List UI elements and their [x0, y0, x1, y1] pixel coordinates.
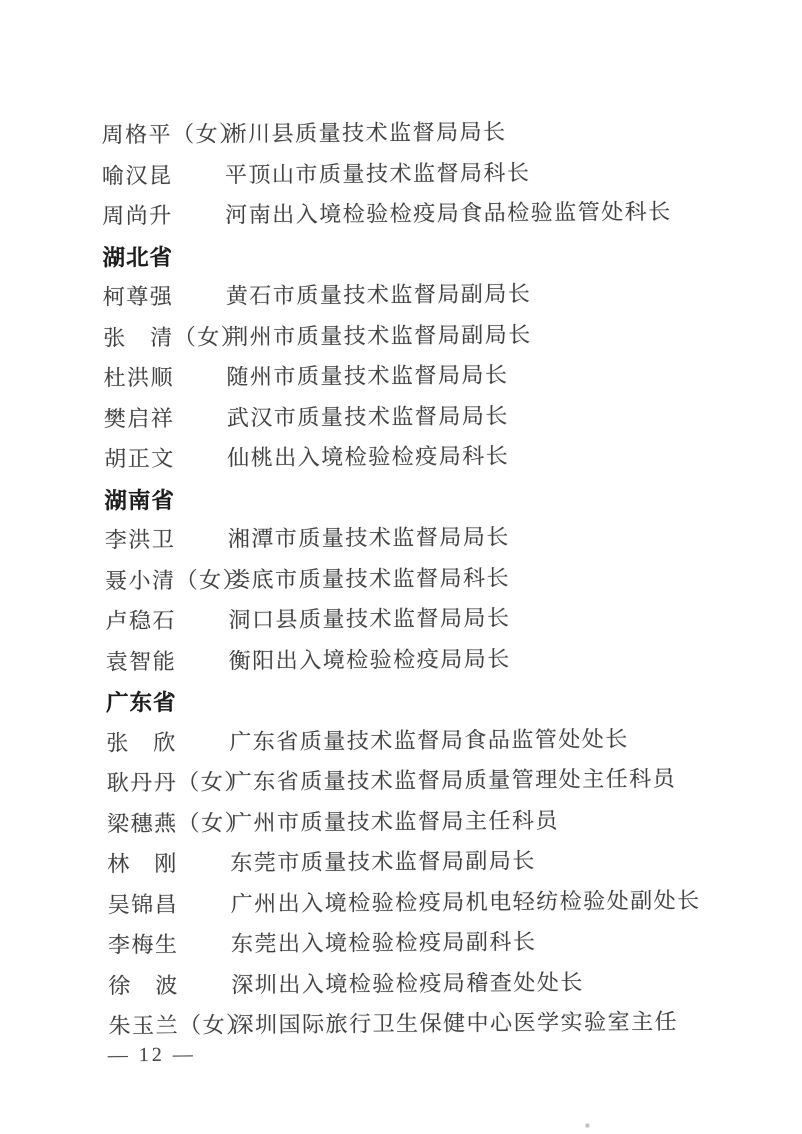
person-name: 聂小清（女） — [104, 566, 247, 593]
person-title: 广东省质量技术监督局食品监管处处长 — [229, 725, 629, 754]
person-name: 李洪卫 — [104, 526, 176, 553]
roster-row — [105, 519, 715, 564]
roster-row — [103, 357, 713, 402]
person-title: 荆州市质量技术监督局副局长 — [226, 321, 532, 349]
person-title: 东莞市质量技术监督局副局长 — [230, 847, 536, 876]
roster-row — [108, 1005, 718, 1050]
person-name: 林 刚 — [107, 850, 178, 877]
person-name: 喻汉昆 — [101, 162, 173, 188]
person-title: 仙桃出入境检验检疫局科长 — [227, 443, 510, 471]
roster-row — [102, 195, 712, 240]
person-title: 广州出入境检验检疫局机电轻纺检验处副处长 — [230, 887, 701, 916]
person-title: 湘潭市质量技术监督局局长 — [227, 524, 510, 552]
section-header-label: 湖北省 — [102, 244, 174, 270]
roster-row — [107, 762, 717, 807]
person-title: 洞口县质量技术监督局局长 — [228, 605, 511, 633]
person-name: 梁穗燕（女） — [106, 809, 249, 836]
roster-row — [108, 964, 718, 1009]
person-name: 朱玉兰（女） — [108, 1012, 250, 1039]
person-title: 随州市质量技术监督局局长 — [226, 362, 509, 390]
roster-row — [107, 802, 717, 847]
person-title: 武汉市质量技术监督局局长 — [226, 402, 509, 430]
roster-row — [108, 883, 718, 928]
section-header — [102, 235, 712, 280]
roster-row — [107, 843, 717, 888]
person-name: 周尚升 — [102, 202, 173, 229]
person-name: 李梅生 — [107, 931, 179, 958]
roster-row — [102, 154, 712, 199]
person-name: 耿丹丹（女） — [106, 769, 248, 796]
roster-row — [106, 721, 716, 766]
person-name: 张 清（女） — [103, 323, 245, 350]
person-title: 娄底市质量技术监督局科长 — [227, 564, 511, 592]
person-title: 广东省质量技术监督局质量管理处主任科员 — [229, 765, 677, 795]
person-title: 衡阳出入境检验检疫局局长 — [228, 645, 511, 673]
person-name: 袁智能 — [105, 648, 177, 674]
person-title: 河南出入境检验检疫局食品检验监管处科长 — [225, 198, 672, 228]
roster-row — [104, 397, 714, 442]
section-header-label: 广东省 — [105, 689, 177, 716]
roster-row — [103, 276, 713, 321]
roster-list — [101, 114, 718, 1050]
person-name: 胡正文 — [104, 445, 175, 472]
scan-speck — [585, 1124, 589, 1128]
person-title: 深圳出入境检验检疫局稽查处处长 — [231, 969, 584, 997]
person-name: 周格平（女） — [101, 121, 243, 148]
person-title: 黄石市质量技术监督局副局长 — [225, 280, 532, 309]
section-header-label: 湖南省 — [104, 487, 176, 513]
person-name: 张 欣 — [106, 729, 177, 755]
person-name: 杜洪顺 — [103, 364, 175, 391]
roster-row — [105, 559, 715, 604]
person-title: 广州市质量技术监督局主任科员 — [229, 807, 560, 835]
roster-row — [106, 640, 716, 685]
person-name: 徐 波 — [108, 972, 179, 998]
section-header — [104, 478, 714, 523]
roster-row — [108, 924, 718, 969]
roster-row — [103, 316, 713, 361]
person-name: 柯尊强 — [102, 283, 174, 310]
person-name: 吴锦昌 — [107, 891, 179, 917]
person-title: 东莞出入境检验检疫局副科长 — [230, 928, 537, 957]
person-title: 深圳国际旅行卫生保健中心医学实验室主任 — [231, 1008, 679, 1038]
person-title: 淅川县质量技术监督局局长 — [224, 119, 507, 147]
roster-row — [101, 114, 711, 159]
person-name: 卢稳石 — [105, 607, 177, 634]
person-name: 樊启祥 — [103, 405, 175, 431]
roster-row — [104, 438, 714, 483]
page-number: — 12 — — [107, 1043, 196, 1067]
roster-row — [105, 600, 715, 645]
section-header — [106, 681, 716, 726]
person-title: 平顶山市质量技术监督局科长 — [224, 159, 531, 187]
